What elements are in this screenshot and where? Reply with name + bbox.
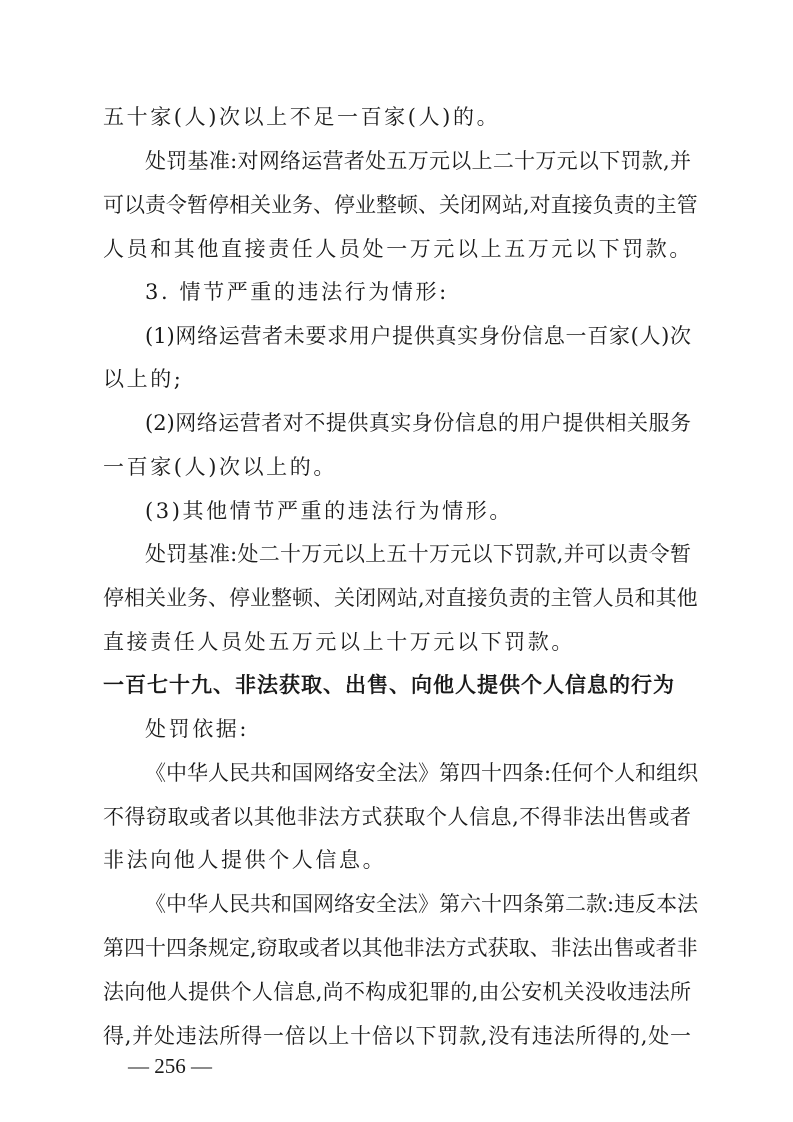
page-number: — 256 — — [128, 1054, 212, 1078]
text-line: 可以责令暂停相关业务、停业整顿、关闭网站,对直接负责的主管 — [103, 193, 698, 217]
text-line: (3)其他情节严重的违法行为情形。 — [145, 499, 513, 523]
text-line: 直接责任人员处五万元以上十万元以下罚款。 — [103, 630, 575, 654]
text-line: 非法向他人提供个人信息。 — [103, 848, 387, 872]
section-heading: 一百七十九、非法获取、出售、向他人提供个人信息的行为 — [103, 673, 675, 697]
text-line: 不得窃取或者以其他非法方式获取个人信息,不得非法出售或者 — [103, 805, 691, 829]
text-line: 《中华人民共和国网络安全法》第六十四条第二款:违反本法 — [145, 892, 699, 916]
text-line: 一百家(人)次以上的。 — [103, 455, 337, 479]
text-line: 停相关业务、停业整顿、关闭网站,对直接负责的主管人员和其他 — [103, 586, 698, 610]
text-line: 处罚基准:处二十万元以上五十万元以下罚款,并可以责令暂 — [145, 542, 691, 566]
text-line: 得,并处违法所得一倍以上十倍以下罚款,没有违法所得的,处一 — [103, 1024, 691, 1048]
text-line: (1)网络运营者未要求用户提供真实身份信息一百家(人)次 — [145, 324, 691, 348]
text-line: 处罚依据: — [145, 717, 250, 741]
text-line: 处罚基准:对网络运营者处五万元以上二十万元以下罚款,并 — [145, 149, 691, 173]
text-line: (2)网络运营者对不提供真实身份信息的用户提供相关服务 — [145, 411, 691, 435]
text-line: 第四十四条规定,窃取或者以其他非法方式获取、非法出售或者非 — [103, 936, 698, 960]
text-line: 人员和其他直接责任人员处一万元以上五万元以下罚款。 — [103, 237, 693, 261]
text-line: 法向他人提供个人信息,尚不构成犯罪的,由公安机关没收违法所 — [103, 980, 691, 1004]
text-line: 五十家(人)次以上不足一百家(人)的。 — [103, 105, 501, 129]
text-line: 以上的; — [103, 367, 184, 391]
text-line: 《中华人民共和国网络安全法》第四十四条:任何个人和组织 — [145, 761, 699, 785]
text-line: 3. 情节严重的违法行为情形: — [145, 280, 449, 304]
